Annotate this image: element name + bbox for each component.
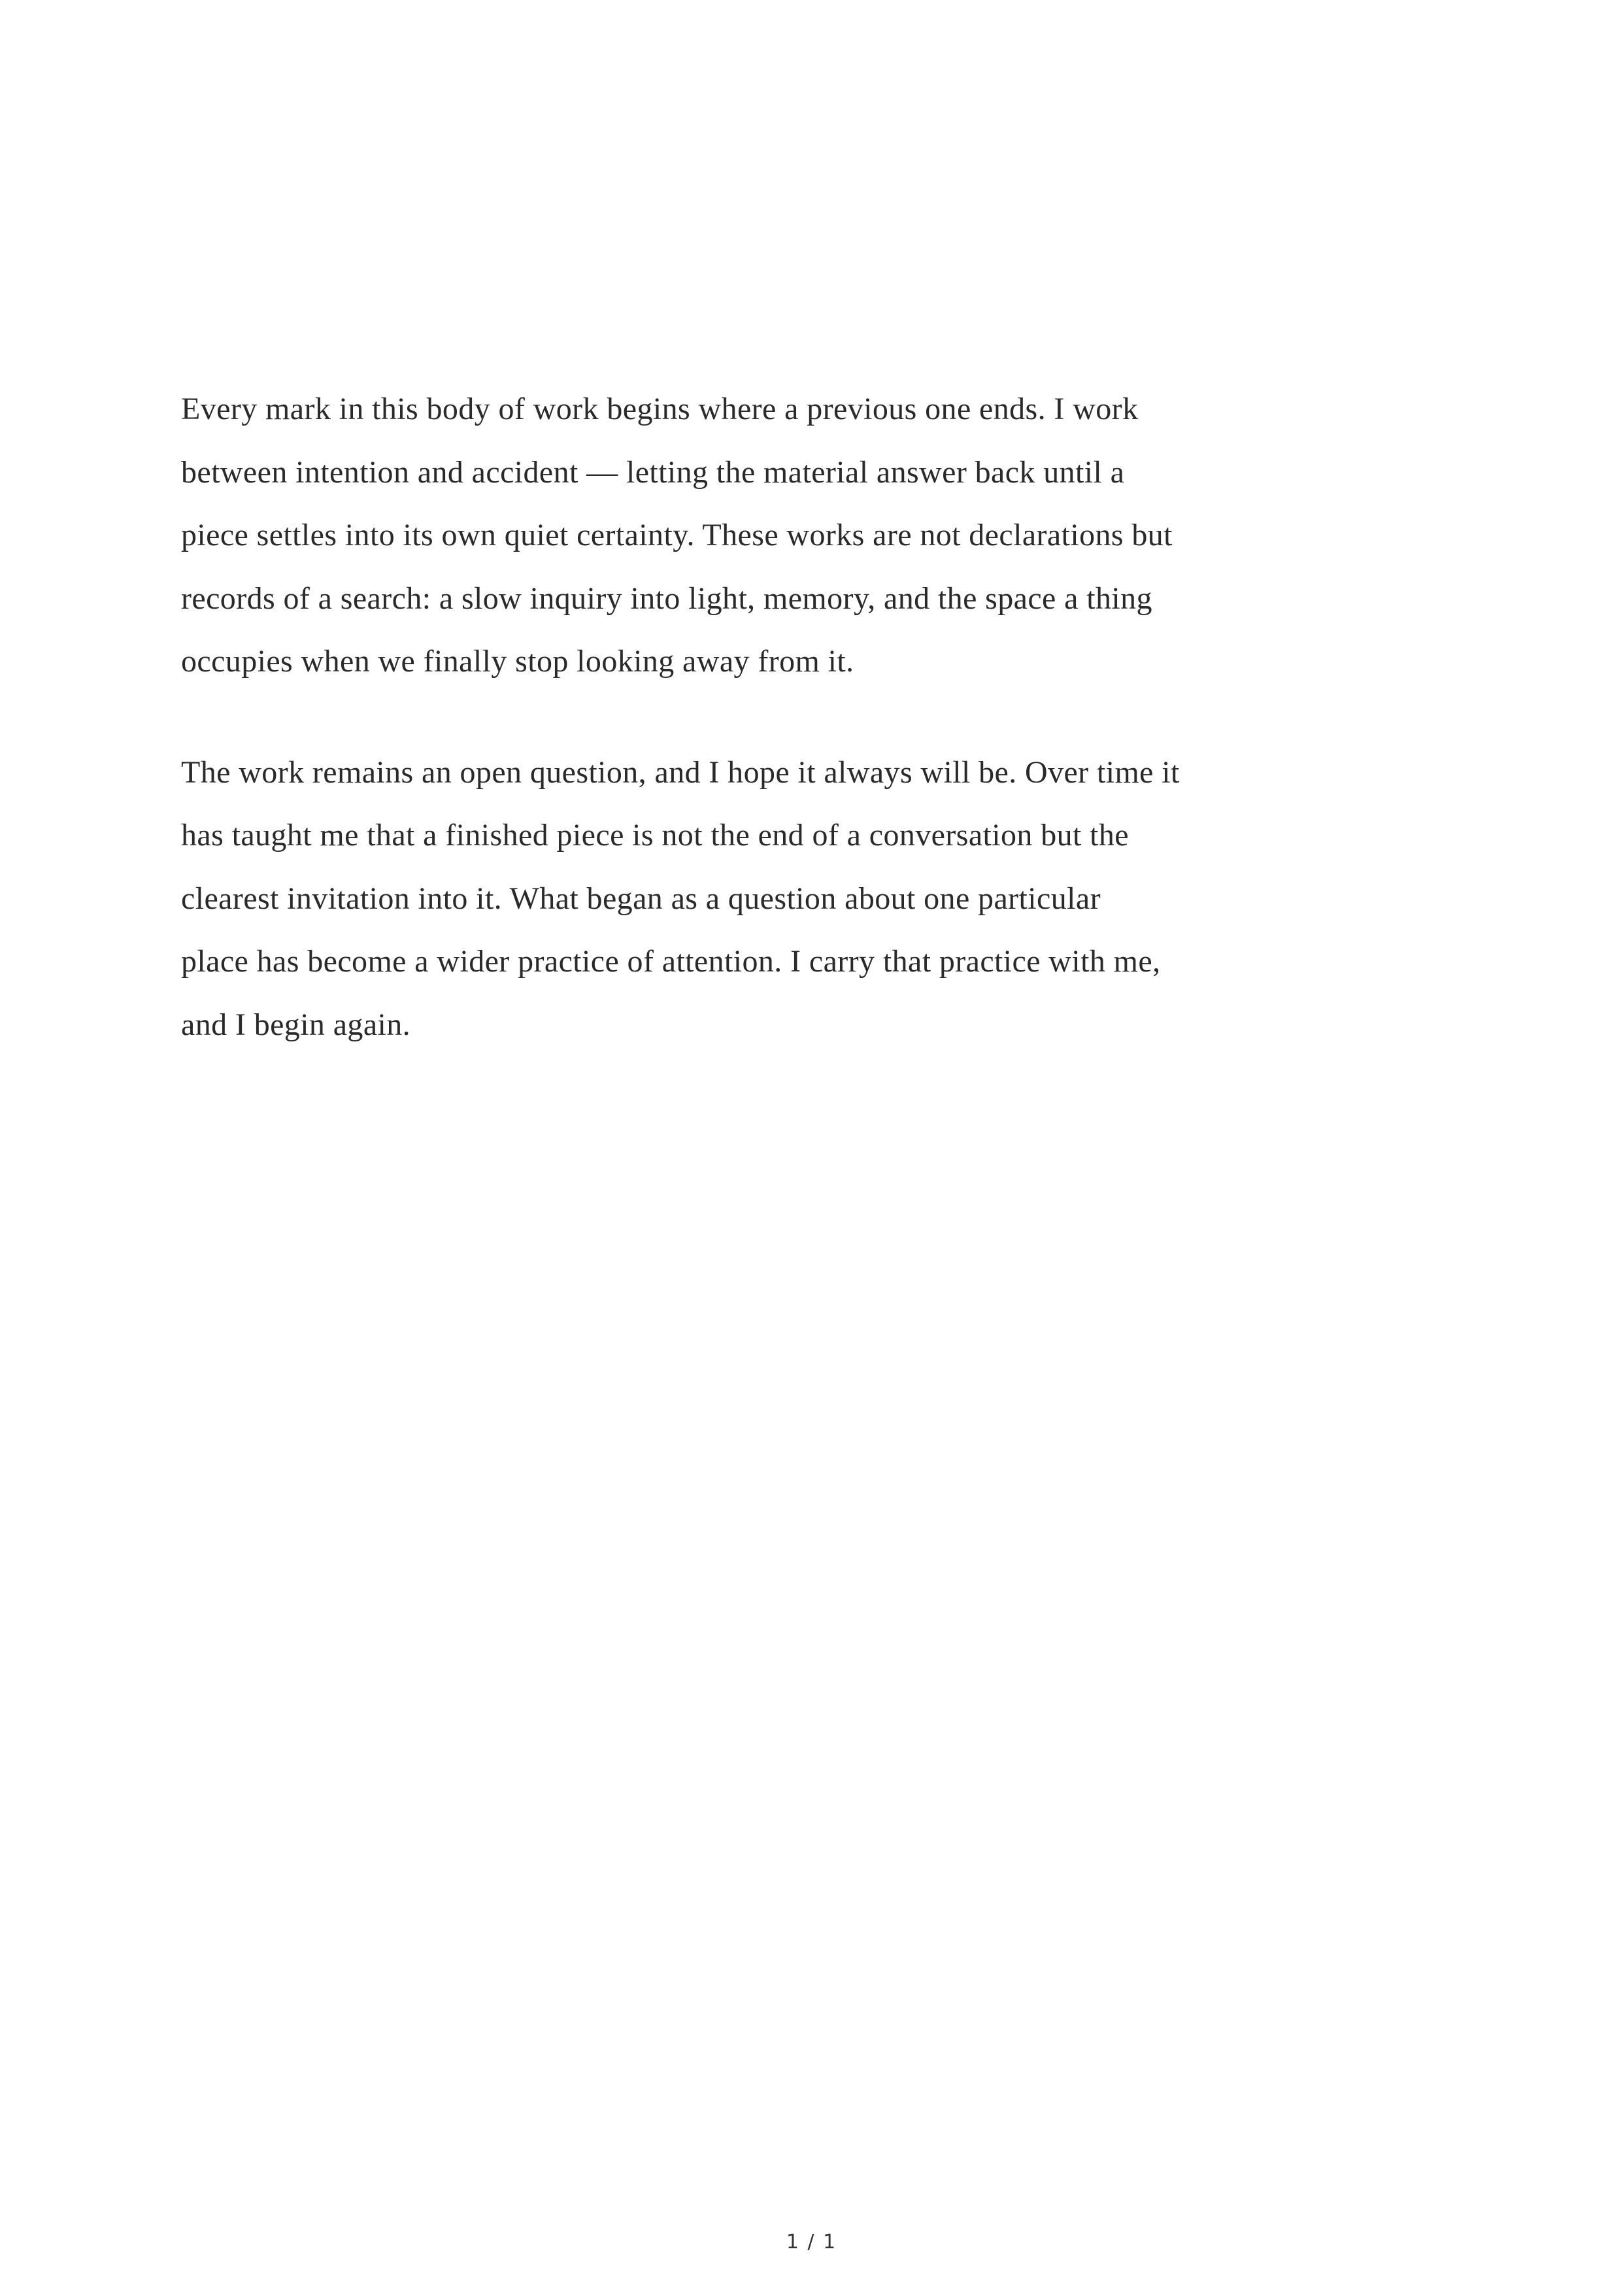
paragraph-line: place has become a wider practice of attention. I carry that practice with me, [181,944,1161,979]
paragraph-line: piece settles into its own quiet certainty. These works are not declarations but [181,518,1173,552]
paragraph-2 [181,741,1305,1057]
paragraph-line: and I begin again. [181,1007,411,1042]
paragraph-line: has taught me that a finished piece is not the end of a conversation but the [181,818,1129,853]
paragraph-line: records of a search: a slow inquiry into light, memory, and the space a thing [181,581,1152,616]
paragraph-1 [181,378,1305,694]
paragraph-line: between intention and accident — letting the material answer back until a [181,454,1125,490]
paragraph-line: Every mark in this body of work begins where a previous one ends. I work [181,392,1139,426]
paragraph-line: occupies when we finally stop looking away from it. [181,644,854,679]
paragraph-line: The work remains an open question, and I hope it always will be. Over time it [181,754,1180,790]
page-number: 1 / 1 [786,2231,837,2254]
paragraph-line: clearest invitation into it. What began as a question about one particular [181,881,1101,916]
artist-statement [181,378,1305,1056]
